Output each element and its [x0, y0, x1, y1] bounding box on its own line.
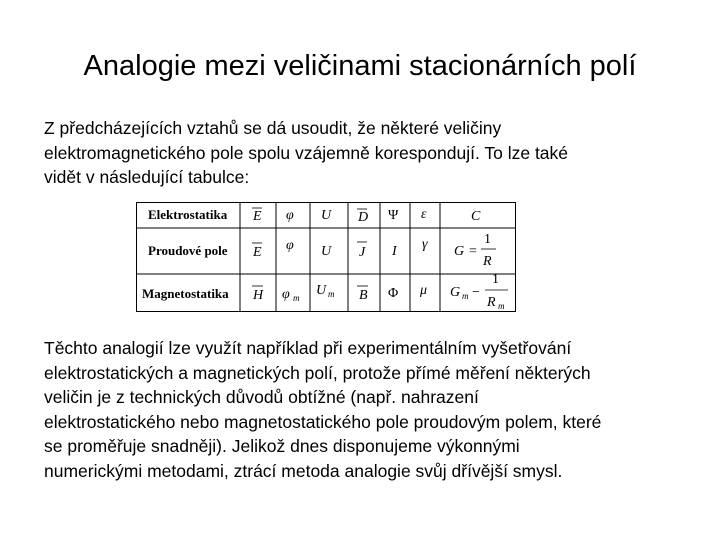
material-symbol: γ [422, 237, 428, 252]
voltage-subscript: m [328, 289, 335, 299]
table-row [148, 232, 496, 269]
flux-symbol: I [392, 244, 397, 259]
param-subscript: m [462, 291, 469, 301]
flux-density-symbol: J [359, 245, 366, 260]
row-label: Elektrostatika [148, 207, 228, 222]
fraction-denominator: R [483, 254, 492, 269]
outro-line: elektrostatického nebo magnetostatického pole proudovým polem, které [44, 411, 602, 432]
voltage-symbol: U [316, 283, 327, 298]
analogy-table-graphic [136, 202, 516, 312]
outro-line: elektrostatických a magnetických polí, protože přímé měření některých [44, 362, 591, 383]
potential-symbol: φ [282, 287, 290, 302]
flux-symbol: Φ [388, 286, 399, 301]
analogy-table [136, 202, 516, 312]
material-symbol: ε [421, 207, 427, 222]
intro-line: elektromagnetického pole spolu vzájemně korespondují. To lze také [44, 142, 569, 163]
outro-paragraph [44, 336, 694, 483]
fraction-denominator-subscript: m [498, 301, 505, 311]
outro-line: numerickými metodami, ztrácí metoda analogie svůj dřívější smysl. [44, 460, 563, 481]
param-symbol: C [471, 209, 481, 224]
table-row [142, 272, 508, 311]
table-row [148, 207, 481, 225]
slide-title: Analogie mezi veličinami stacionárních polí [83, 50, 637, 82]
potential-subscript: m [293, 293, 300, 303]
voltage-symbol: U [321, 244, 332, 259]
intro-paragraph [44, 116, 694, 190]
equals-sign: = [469, 244, 477, 259]
minus-sign: − [472, 285, 480, 300]
potential-symbol: φ [286, 208, 294, 223]
intro-line: vidět v následující tabulce: [44, 167, 250, 187]
potential-symbol: φ [286, 238, 294, 253]
row-label: Magnetostatika [142, 286, 229, 301]
field-symbol: E [253, 209, 262, 224]
param-symbol: G [454, 244, 465, 259]
outro-line: Těchto analogií lze využít například při experimentálním vyšetřování [44, 338, 572, 358]
fraction-numerator: 1 [484, 232, 491, 247]
flux-density-symbol: B [359, 288, 368, 303]
outro-line: se proměřuje snadněji). Jelikož dnes disponujeme výkonnými [44, 436, 520, 456]
outro-line: veličin je z technických důvodů obtížné (např. nahrazení [44, 387, 479, 407]
voltage-symbol: U [321, 208, 332, 223]
flux-symbol: Ψ [388, 208, 399, 223]
flux-density-symbol: D [358, 210, 369, 225]
row-label: Proudové pole [148, 243, 228, 258]
field-symbol: E [253, 245, 262, 260]
intro-line: Z předcházejících vztahů se dá usoudit, že některé veličiny [44, 118, 502, 138]
material-symbol: μ [420, 283, 428, 298]
fraction-numerator: 1 [492, 272, 499, 287]
param-symbol: G [450, 285, 461, 300]
field-symbol: H [253, 288, 264, 303]
fraction-denominator: R [487, 295, 496, 310]
